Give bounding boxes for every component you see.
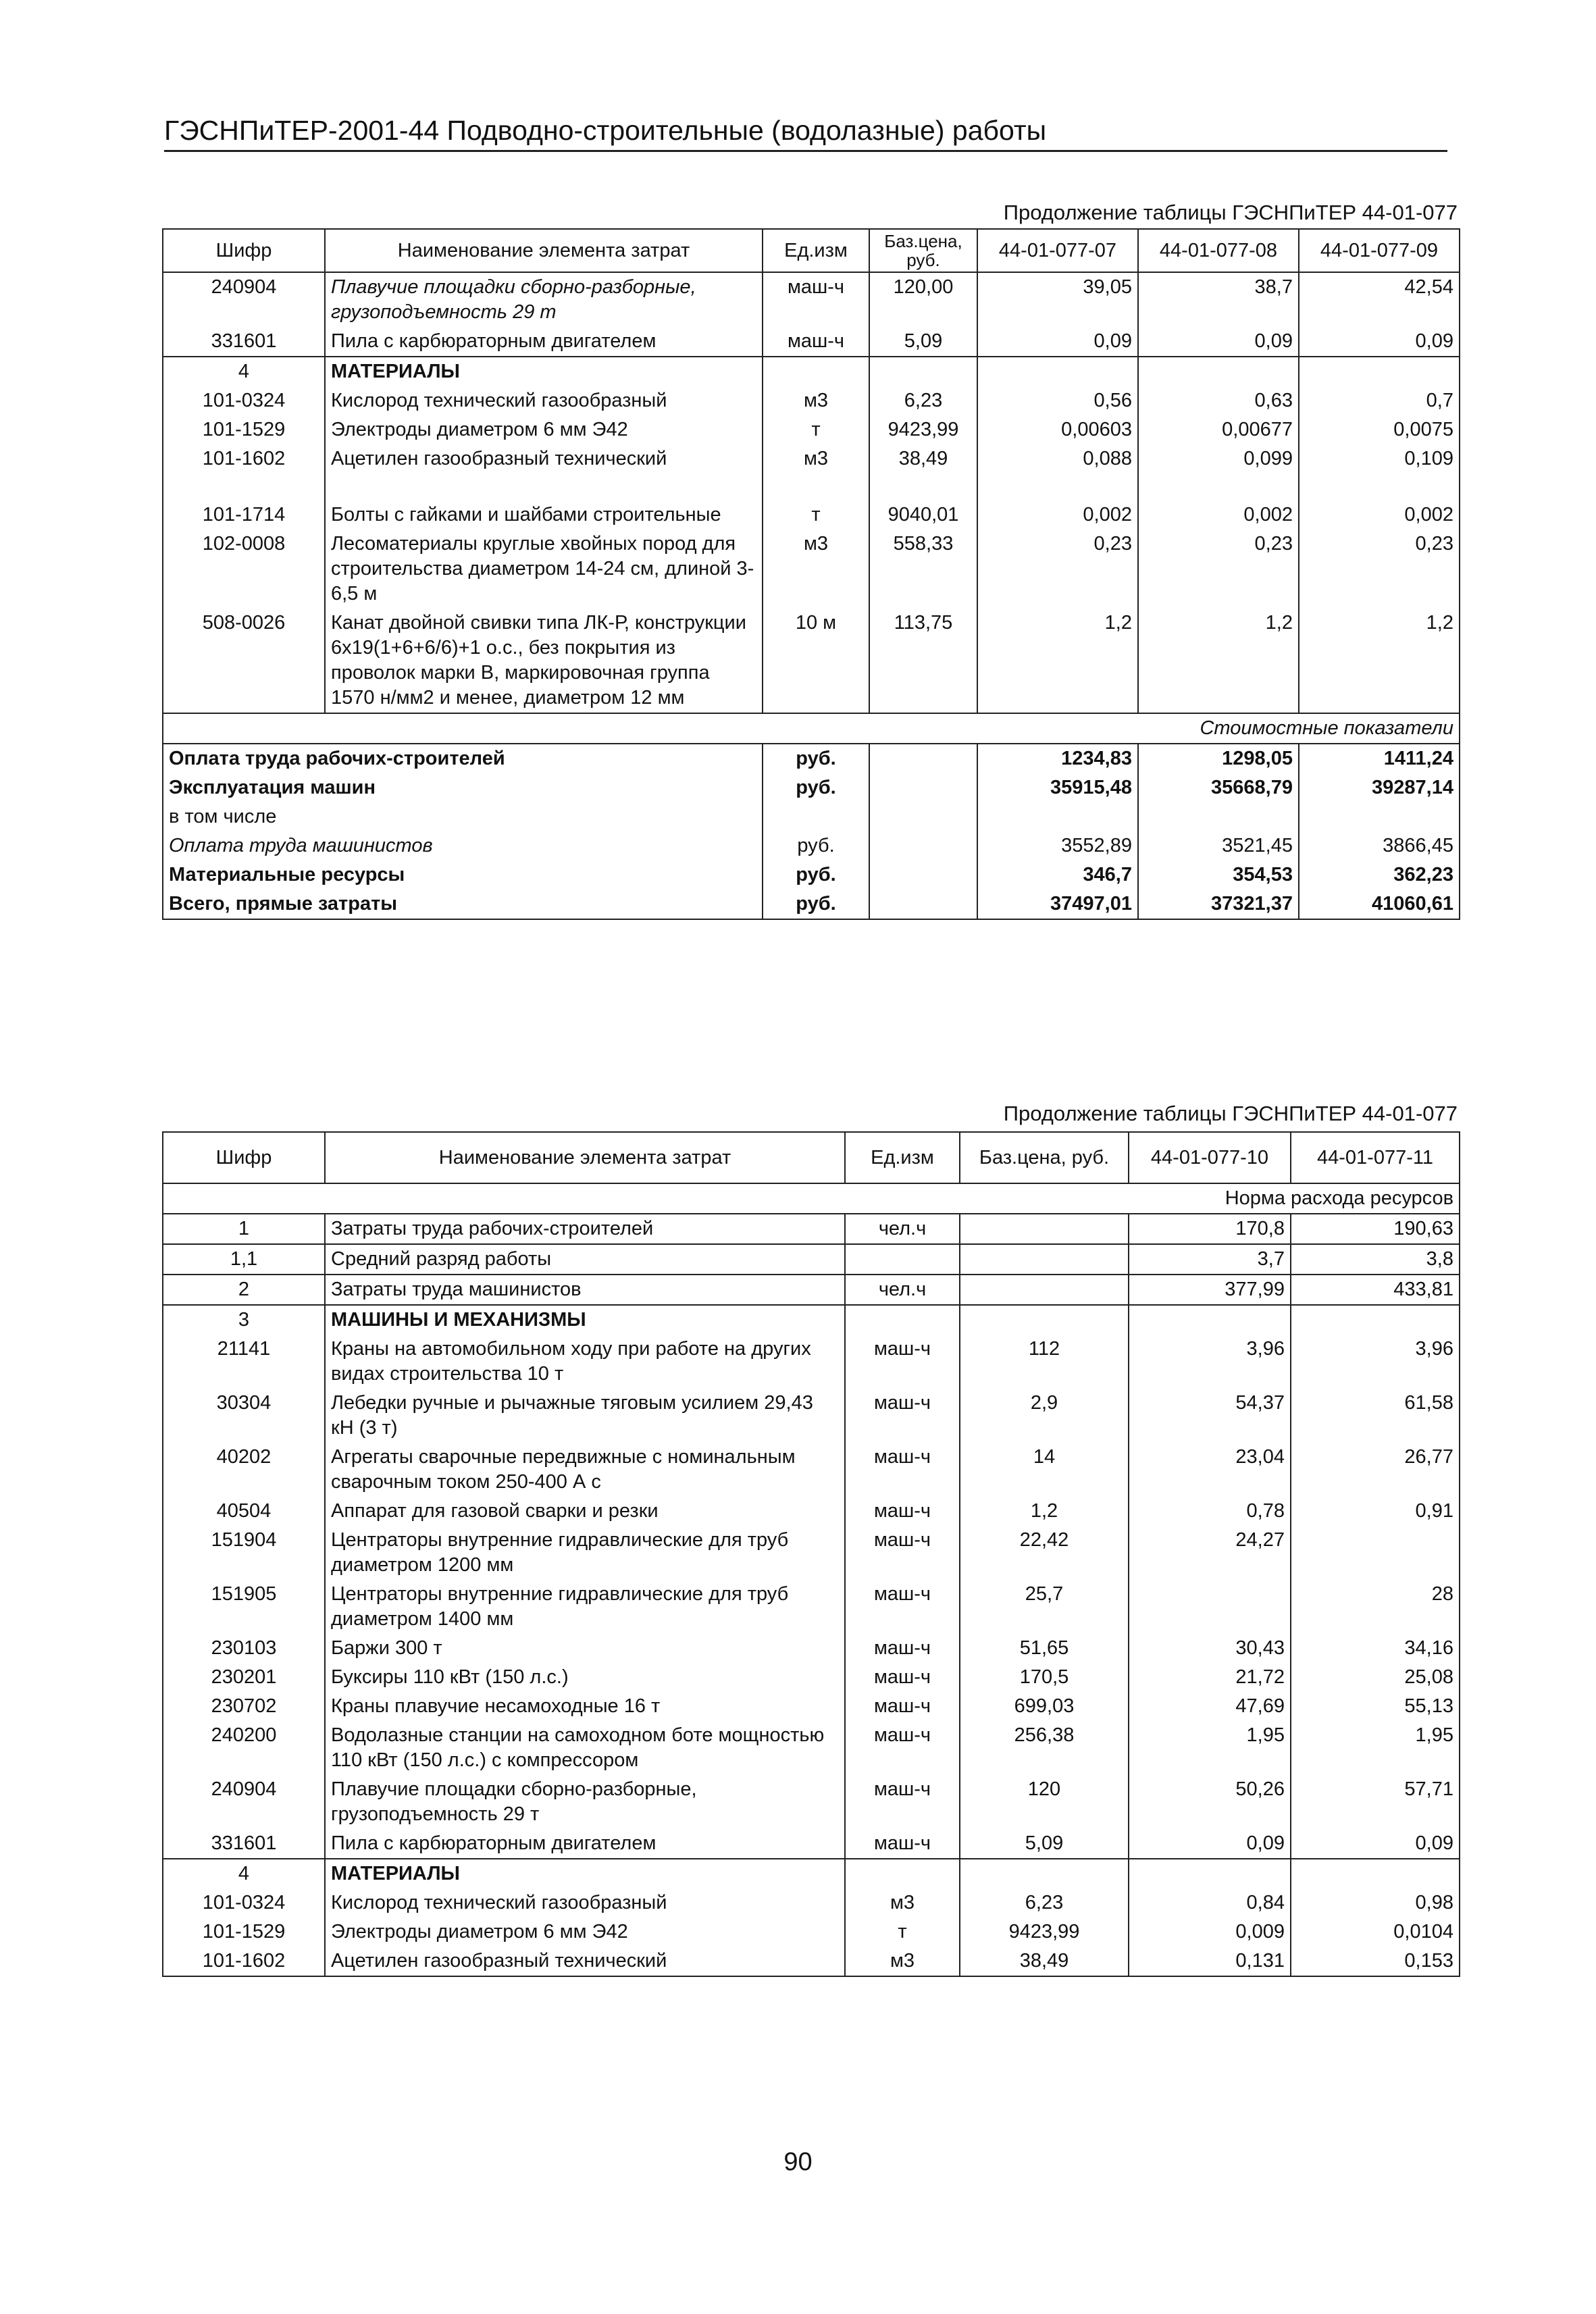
cell-name: Затраты труда машинистов bbox=[325, 1275, 845, 1305]
cell-code: 230103 bbox=[163, 1634, 325, 1663]
cell-value: 0,09 bbox=[1299, 327, 1460, 357]
cell-value: 0,23 bbox=[977, 530, 1138, 609]
cell-value bbox=[1291, 1526, 1460, 1580]
cell-value: 0,09 bbox=[1138, 327, 1299, 357]
summary-value: 37321,37 bbox=[1138, 890, 1299, 919]
cell-value: 38,7 bbox=[1138, 272, 1299, 327]
summary-row bbox=[163, 831, 1460, 860]
cell-code: 101-1602 bbox=[163, 1947, 325, 1976]
cell-value: 0,09 bbox=[1291, 1829, 1460, 1859]
summary-value: 3521,45 bbox=[1138, 831, 1299, 860]
cell-code: 40202 bbox=[163, 1443, 325, 1497]
summary-row bbox=[163, 860, 1460, 890]
cell-name: Электроды диаметром 6 мм Э42 bbox=[325, 415, 763, 444]
cell-base: 2,9 bbox=[960, 1389, 1129, 1443]
cell-code: 3 bbox=[163, 1305, 325, 1335]
summary-unit: руб. bbox=[763, 890, 869, 919]
cell-base bbox=[960, 1214, 1129, 1244]
table-row bbox=[163, 1918, 1460, 1947]
cell-base: 38,49 bbox=[960, 1947, 1129, 1976]
cell-code: 240904 bbox=[163, 1775, 325, 1829]
cell-value: 0,23 bbox=[1138, 530, 1299, 609]
summary-name: Оплата труда рабочих-строителей bbox=[163, 744, 763, 773]
spacer-cell bbox=[763, 473, 869, 500]
cell-value bbox=[1299, 357, 1460, 386]
cell-value: 28 bbox=[1291, 1580, 1460, 1634]
cell-base: 1,2 bbox=[960, 1497, 1129, 1526]
cell-base bbox=[960, 1275, 1129, 1305]
cell-value: 47,69 bbox=[1129, 1692, 1291, 1721]
cell-base: 5,09 bbox=[869, 327, 977, 357]
cell-unit: маш-ч bbox=[845, 1829, 960, 1859]
summary-value bbox=[1138, 802, 1299, 831]
cell-name: Плавучие площадки сборно-разборные, грузоподъемность 29 т bbox=[325, 272, 763, 327]
summary-value: 1411,24 bbox=[1299, 744, 1460, 773]
cell-name: Краны плавучие несамоходные 16 т bbox=[325, 1692, 845, 1721]
cell-value: 1,2 bbox=[1138, 609, 1299, 713]
cell-name: Агрегаты сварочные передвижные с номинальным сварочным током 250-400 А с bbox=[325, 1443, 845, 1497]
cell-unit: маш-ч bbox=[845, 1634, 960, 1663]
cell-value: 0,002 bbox=[1138, 500, 1299, 530]
table-row bbox=[163, 1692, 1460, 1721]
cell-value: 34,16 bbox=[1291, 1634, 1460, 1663]
cell-unit: т bbox=[763, 500, 869, 530]
table-row bbox=[163, 1859, 1460, 1888]
cell-value: 3,96 bbox=[1129, 1335, 1291, 1389]
table-row bbox=[163, 1497, 1460, 1526]
cell-value: 0,109 bbox=[1299, 444, 1460, 473]
cell-name: Центраторы внутренние гидравлические для труб диаметром 1200 мм bbox=[325, 1526, 845, 1580]
spacer-cell bbox=[325, 473, 763, 500]
cell-unit: чел.ч bbox=[845, 1214, 960, 1244]
table-row bbox=[163, 1721, 1460, 1775]
table1 bbox=[162, 228, 1460, 920]
cell-value bbox=[1129, 1305, 1291, 1335]
cell-base: 6,23 bbox=[960, 1888, 1129, 1918]
summary-value: 35668,79 bbox=[1138, 773, 1299, 802]
header-unit: Ед.изм bbox=[845, 1132, 960, 1183]
header-code: Шифр bbox=[163, 1132, 325, 1183]
cell-unit bbox=[845, 1305, 960, 1335]
cell-unit: маш-ч bbox=[763, 327, 869, 357]
cell-name: Водолазные станции на самоходном боте мощностью 110 кВт (150 л.с.) с компрессором bbox=[325, 1721, 845, 1775]
cell-value: 1,95 bbox=[1291, 1721, 1460, 1775]
cell-code: 1,1 bbox=[163, 1244, 325, 1275]
cell-name: Болты с гайками и шайбами строительные bbox=[325, 500, 763, 530]
cell-base: 699,03 bbox=[960, 1692, 1129, 1721]
cell-code: 40504 bbox=[163, 1497, 325, 1526]
summary-base bbox=[869, 860, 977, 890]
cell-code: 151904 bbox=[163, 1526, 325, 1580]
cell-base bbox=[960, 1305, 1129, 1335]
spacer-cell bbox=[977, 473, 1138, 500]
summary-value: 35915,48 bbox=[977, 773, 1138, 802]
cell-unit: маш-ч bbox=[845, 1692, 960, 1721]
cell-base bbox=[869, 357, 977, 386]
cell-name: Пила с карбюраторным двигателем bbox=[325, 327, 763, 357]
cell-value: 0,0104 bbox=[1291, 1918, 1460, 1947]
cell-base: 113,75 bbox=[869, 609, 977, 713]
cell-value: 0,09 bbox=[977, 327, 1138, 357]
summary-unit bbox=[763, 802, 869, 831]
band-row bbox=[163, 1183, 1460, 1214]
spacer-cell bbox=[163, 473, 325, 500]
summary-value: 346,7 bbox=[977, 860, 1138, 890]
cell-value: 0,131 bbox=[1129, 1947, 1291, 1976]
resource-norm-band: Норма расхода ресурсов bbox=[163, 1183, 1460, 1214]
cell-value: 0,099 bbox=[1138, 444, 1299, 473]
cell-unit: маш-ч bbox=[845, 1497, 960, 1526]
cell-name: Кислород технический газообразный bbox=[325, 1888, 845, 1918]
header-col2: 44-01-077-08 bbox=[1138, 229, 1299, 272]
cell-value bbox=[1291, 1305, 1460, 1335]
cell-name: Пила с карбюраторным двигателем bbox=[325, 1829, 845, 1859]
cell-unit bbox=[763, 357, 869, 386]
cell-value: 3,96 bbox=[1291, 1335, 1460, 1389]
header-base-price: Баз.цена, руб. bbox=[869, 229, 977, 272]
cell-code: 101-1529 bbox=[163, 415, 325, 444]
cell-unit: м3 bbox=[763, 444, 869, 473]
cell-code: 1 bbox=[163, 1214, 325, 1244]
summary-name: Материальные ресурсы bbox=[163, 860, 763, 890]
summary-unit: руб. bbox=[763, 773, 869, 802]
cell-base: 5,09 bbox=[960, 1829, 1129, 1859]
cell-value: 0,98 bbox=[1291, 1888, 1460, 1918]
cell-unit: чел.ч bbox=[845, 1275, 960, 1305]
summary-unit: руб. bbox=[763, 831, 869, 860]
summary-unit: руб. bbox=[763, 744, 869, 773]
cell-value: 61,58 bbox=[1291, 1389, 1460, 1443]
table-row bbox=[163, 1443, 1460, 1497]
summary-base bbox=[869, 744, 977, 773]
header-unit: Ед.изм bbox=[763, 229, 869, 272]
cell-name: Кислород технический газообразный bbox=[325, 386, 763, 415]
summary-row bbox=[163, 802, 1460, 831]
summary-base bbox=[869, 831, 977, 860]
cell-unit: т bbox=[763, 415, 869, 444]
cell-value: 190,63 bbox=[1291, 1214, 1460, 1244]
cell-unit: 10 м bbox=[763, 609, 869, 713]
cell-value: 433,81 bbox=[1291, 1275, 1460, 1305]
cell-value bbox=[1138, 357, 1299, 386]
table-row bbox=[163, 1947, 1460, 1976]
table-row bbox=[163, 1888, 1460, 1918]
cell-unit bbox=[845, 1244, 960, 1275]
table-row bbox=[163, 530, 1460, 609]
section-title: МАШИНЫ И МЕХАНИЗМЫ bbox=[325, 1305, 845, 1335]
cell-value: 0,09 bbox=[1129, 1829, 1291, 1859]
summary-row bbox=[163, 773, 1460, 802]
cell-value: 54,37 bbox=[1129, 1389, 1291, 1443]
cell-code: 102-0008 bbox=[163, 530, 325, 609]
cell-unit: маш-ч bbox=[845, 1526, 960, 1580]
cell-code: 151905 bbox=[163, 1580, 325, 1634]
cell-name: Лесоматериалы круглые хвойных пород для строительства диаметром 14-24 см, длиной 3-6,5 м bbox=[325, 530, 763, 609]
cell-unit: т bbox=[845, 1918, 960, 1947]
cell-base: 22,42 bbox=[960, 1526, 1129, 1580]
cell-unit: маш-ч bbox=[845, 1580, 960, 1634]
spacer-cell bbox=[869, 473, 977, 500]
summary-value: 1298,05 bbox=[1138, 744, 1299, 773]
cell-value: 0,0075 bbox=[1299, 415, 1460, 444]
cell-value: 0,84 bbox=[1129, 1888, 1291, 1918]
cell-value: 0,56 bbox=[977, 386, 1138, 415]
cell-value: 42,54 bbox=[1299, 272, 1460, 327]
summary-value: 37497,01 bbox=[977, 890, 1138, 919]
summary-base bbox=[869, 802, 977, 831]
cell-name: Центраторы внутренние гидравлические для труб диаметром 1400 мм bbox=[325, 1580, 845, 1634]
cell-name: Баржи 300 т bbox=[325, 1634, 845, 1663]
cell-name: Ацетилен газообразный технический bbox=[325, 444, 763, 473]
cell-unit: маш-ч bbox=[845, 1663, 960, 1692]
cell-code: 101-0324 bbox=[163, 386, 325, 415]
cell-value: 0,7 bbox=[1299, 386, 1460, 415]
cell-code: 30304 bbox=[163, 1389, 325, 1443]
table-row bbox=[163, 444, 1460, 473]
table-row bbox=[163, 1305, 1460, 1335]
cell-value bbox=[1291, 1859, 1460, 1888]
cell-code: 101-0324 bbox=[163, 1888, 325, 1918]
summary-value: 39287,14 bbox=[1299, 773, 1460, 802]
cell-code: 230201 bbox=[163, 1663, 325, 1692]
summary-value: 362,23 bbox=[1299, 860, 1460, 890]
header-name: Наименование элемента затрат bbox=[325, 229, 763, 272]
summary-value: 3866,45 bbox=[1299, 831, 1460, 860]
cell-base: 9423,99 bbox=[869, 415, 977, 444]
cell-value: 0,91 bbox=[1291, 1497, 1460, 1526]
cell-code: 4 bbox=[163, 1859, 325, 1888]
table1-caption: Продолжение таблицы ГЭСНПиТЕР 44-01-077 bbox=[1003, 201, 1458, 224]
header-col2: 44-01-077-11 bbox=[1291, 1132, 1460, 1183]
cell-value: 30,43 bbox=[1129, 1634, 1291, 1663]
cell-code: 2 bbox=[163, 1275, 325, 1305]
cell-value: 57,71 bbox=[1291, 1775, 1460, 1829]
header-name: Наименование элемента затрат bbox=[325, 1132, 845, 1183]
cell-code: 240904 bbox=[163, 272, 325, 327]
table-row bbox=[163, 1580, 1460, 1634]
cell-value: 24,27 bbox=[1129, 1526, 1291, 1580]
table-row bbox=[163, 1634, 1460, 1663]
cell-base: 120 bbox=[960, 1775, 1129, 1829]
header-col3: 44-01-077-09 bbox=[1299, 229, 1460, 272]
summary-unit: руб. bbox=[763, 860, 869, 890]
cell-base: 14 bbox=[960, 1443, 1129, 1497]
cell-unit: маш-ч bbox=[845, 1775, 960, 1829]
cell-value: 55,13 bbox=[1291, 1692, 1460, 1721]
table-row bbox=[163, 1663, 1460, 1692]
cell-name: Аппарат для газовой сварки и резки bbox=[325, 1497, 845, 1526]
summary-name: Эксплуатация машин bbox=[163, 773, 763, 802]
cell-unit: маш-ч bbox=[845, 1721, 960, 1775]
cell-base: 38,49 bbox=[869, 444, 977, 473]
cell-code: 101-1529 bbox=[163, 1918, 325, 1947]
summary-value: 3552,89 bbox=[977, 831, 1138, 860]
cell-value: 0,088 bbox=[977, 444, 1138, 473]
cell-unit: маш-ч bbox=[845, 1335, 960, 1389]
cell-unit bbox=[845, 1859, 960, 1888]
table-row bbox=[163, 272, 1460, 327]
cell-unit: м3 bbox=[763, 530, 869, 609]
cell-value: 1,2 bbox=[1299, 609, 1460, 713]
cell-value: 0,63 bbox=[1138, 386, 1299, 415]
summary-row bbox=[163, 744, 1460, 773]
summary-value: 354,53 bbox=[1138, 860, 1299, 890]
cell-value: 0,00677 bbox=[1138, 415, 1299, 444]
cell-name: Средний разряд работы bbox=[325, 1244, 845, 1275]
cell-value: 0,009 bbox=[1129, 1918, 1291, 1947]
cell-base: 51,65 bbox=[960, 1634, 1129, 1663]
cell-base: 170,5 bbox=[960, 1663, 1129, 1692]
table-row bbox=[163, 500, 1460, 530]
cell-unit: маш-ч bbox=[845, 1443, 960, 1497]
cell-value: 0,002 bbox=[977, 500, 1138, 530]
cell-unit: м3 bbox=[845, 1888, 960, 1918]
cell-value bbox=[1129, 1580, 1291, 1634]
cell-value: 0,78 bbox=[1129, 1497, 1291, 1526]
cell-code: 101-1602 bbox=[163, 444, 325, 473]
table-row bbox=[163, 327, 1460, 357]
cell-value: 23,04 bbox=[1129, 1443, 1291, 1497]
summary-name: Всего, прямые затраты bbox=[163, 890, 763, 919]
cell-base bbox=[960, 1244, 1129, 1275]
table-row bbox=[163, 386, 1460, 415]
cell-code: 331601 bbox=[163, 327, 325, 357]
cell-code: 230702 bbox=[163, 1692, 325, 1721]
header-col1: 44-01-077-07 bbox=[977, 229, 1138, 272]
cell-base: 256,38 bbox=[960, 1721, 1129, 1775]
summary-base bbox=[869, 890, 977, 919]
cell-value: 0,153 bbox=[1291, 1947, 1460, 1976]
cell-name: Краны на автомобильном ходу при работе на других видах строительства 10 т bbox=[325, 1335, 845, 1389]
cell-value bbox=[977, 357, 1138, 386]
summary-base bbox=[869, 773, 977, 802]
table-row bbox=[163, 1775, 1460, 1829]
summary-value: 41060,61 bbox=[1299, 890, 1460, 919]
cell-value: 25,08 bbox=[1291, 1663, 1460, 1692]
table-row bbox=[163, 415, 1460, 444]
page-header: ГЭСНПиТЕР-2001-44 Подводно-строительные (водолазные) работы bbox=[164, 113, 1447, 152]
table-row bbox=[163, 1244, 1460, 1275]
cell-value: 21,72 bbox=[1129, 1663, 1291, 1692]
table-row bbox=[163, 1275, 1460, 1305]
summary-value bbox=[977, 802, 1138, 831]
cell-value: 1,95 bbox=[1129, 1721, 1291, 1775]
cell-name: Буксиры 110 кВт (150 л.с.) bbox=[325, 1663, 845, 1692]
table-row bbox=[163, 1829, 1460, 1859]
table-row bbox=[163, 609, 1460, 713]
cell-unit: маш-ч bbox=[763, 272, 869, 327]
cell-value: 0,23 bbox=[1299, 530, 1460, 609]
table2-caption: Продолжение таблицы ГЭСНПиТЕР 44-01-077 bbox=[1003, 1102, 1458, 1125]
cell-name: Канат двойной свивки типа ЛК-Р, конструкции 6х19(1+6+6/6)+1 о.с., без покрытия из проволок марки В, маркировочная группа 1570 н/мм2 и менее, диаметром 12 мм bbox=[325, 609, 763, 713]
cell-value: 39,05 bbox=[977, 272, 1138, 327]
cell-base: 9423,99 bbox=[960, 1918, 1129, 1947]
cell-base: 25,7 bbox=[960, 1580, 1129, 1634]
cell-name: Затраты труда рабочих-строителей bbox=[325, 1214, 845, 1244]
cell-base: 120,00 bbox=[869, 272, 977, 327]
cell-code: 508-0026 bbox=[163, 609, 325, 713]
cell-name: Электроды диаметром 6 мм Э42 bbox=[325, 1918, 845, 1947]
cell-base bbox=[960, 1859, 1129, 1888]
cell-value: 50,26 bbox=[1129, 1775, 1291, 1829]
cell-value bbox=[1129, 1859, 1291, 1888]
cell-value: 377,99 bbox=[1129, 1275, 1291, 1305]
header-code: Шифр bbox=[163, 229, 325, 272]
header-base-price: Баз.цена, руб. bbox=[960, 1132, 1129, 1183]
header-col1: 44-01-077-10 bbox=[1129, 1132, 1291, 1183]
band-row bbox=[163, 713, 1460, 744]
cell-base: 6,23 bbox=[869, 386, 977, 415]
summary-name: Оплата труда машинистов bbox=[163, 831, 763, 860]
cell-value: 0,002 bbox=[1299, 500, 1460, 530]
table2 bbox=[162, 1131, 1460, 1977]
cell-code: 4 bbox=[163, 357, 325, 386]
cell-unit: м3 bbox=[845, 1947, 960, 1976]
summary-value: 1234,83 bbox=[977, 744, 1138, 773]
table-row bbox=[163, 1389, 1460, 1443]
summary-row bbox=[163, 890, 1460, 919]
cell-code: 21141 bbox=[163, 1335, 325, 1389]
cell-name: Плавучие площадки сборно-разборные, грузоподъемность 29 т bbox=[325, 1775, 845, 1829]
spacer-cell bbox=[1138, 473, 1299, 500]
table-row bbox=[163, 1214, 1460, 1244]
cell-value: 0,00603 bbox=[977, 415, 1138, 444]
cell-base: 9040,01 bbox=[869, 500, 977, 530]
spacer-cell bbox=[1299, 473, 1460, 500]
cell-code: 331601 bbox=[163, 1829, 325, 1859]
cell-value: 3,8 bbox=[1291, 1244, 1460, 1275]
table-row bbox=[163, 1526, 1460, 1580]
cost-indicators-band: Стоимостные показатели bbox=[163, 713, 1460, 744]
cell-name: Ацетилен газообразный технический bbox=[325, 1947, 845, 1976]
cell-unit: м3 bbox=[763, 386, 869, 415]
cell-code: 101-1714 bbox=[163, 500, 325, 530]
cell-unit: маш-ч bbox=[845, 1389, 960, 1443]
cell-value: 1,2 bbox=[977, 609, 1138, 713]
summary-value bbox=[1299, 802, 1460, 831]
cell-code: 240200 bbox=[163, 1721, 325, 1775]
summary-name: в том числе bbox=[163, 802, 763, 831]
cell-base: 558,33 bbox=[869, 530, 977, 609]
cell-value: 3,7 bbox=[1129, 1244, 1291, 1275]
section-title: МАТЕРИАЛЫ bbox=[325, 357, 763, 386]
cell-name: Лебедки ручные и рычажные тяговым усилием 29,43 кН (3 т) bbox=[325, 1389, 845, 1443]
cell-value: 170,8 bbox=[1129, 1214, 1291, 1244]
section-title: МАТЕРИАЛЫ bbox=[325, 1859, 845, 1888]
cell-base: 112 bbox=[960, 1335, 1129, 1389]
cell-value: 26,77 bbox=[1291, 1443, 1460, 1497]
table-row bbox=[163, 1335, 1460, 1389]
table-row bbox=[163, 357, 1460, 386]
page-number: 90 bbox=[783, 2148, 813, 2176]
spacer-row bbox=[163, 473, 1460, 500]
